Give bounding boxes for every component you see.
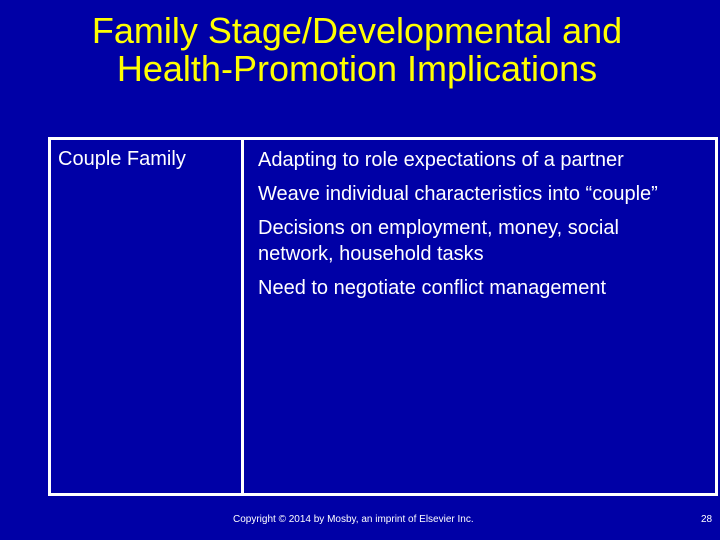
- implication-item: Weave individual characteristics into “couple”: [258, 183, 658, 205]
- slide-title-line-2: Health-Promotion Implications: [116, 48, 598, 89]
- family-stage-cell: Couple Family: [58, 148, 186, 170]
- implication-item: Decisions on employment, money, social network, household tasks: [258, 217, 619, 265]
- page-number: 28: [701, 514, 713, 525]
- stage-implications-table: [48, 137, 718, 496]
- slide-title-line-1: Family Stage/Developmental and: [91, 10, 623, 51]
- column-divider: [241, 140, 244, 493]
- slide-title: [0, 12, 714, 88]
- implications-cell: [258, 147, 698, 309]
- copyright-notice: Copyright © 2014 by Mosby, an imprint of Elsevier Inc.: [233, 514, 474, 525]
- implication-item: Need to negotiate conflict management: [258, 277, 606, 299]
- implication-item: Adapting to role expectations of a partner: [258, 149, 624, 171]
